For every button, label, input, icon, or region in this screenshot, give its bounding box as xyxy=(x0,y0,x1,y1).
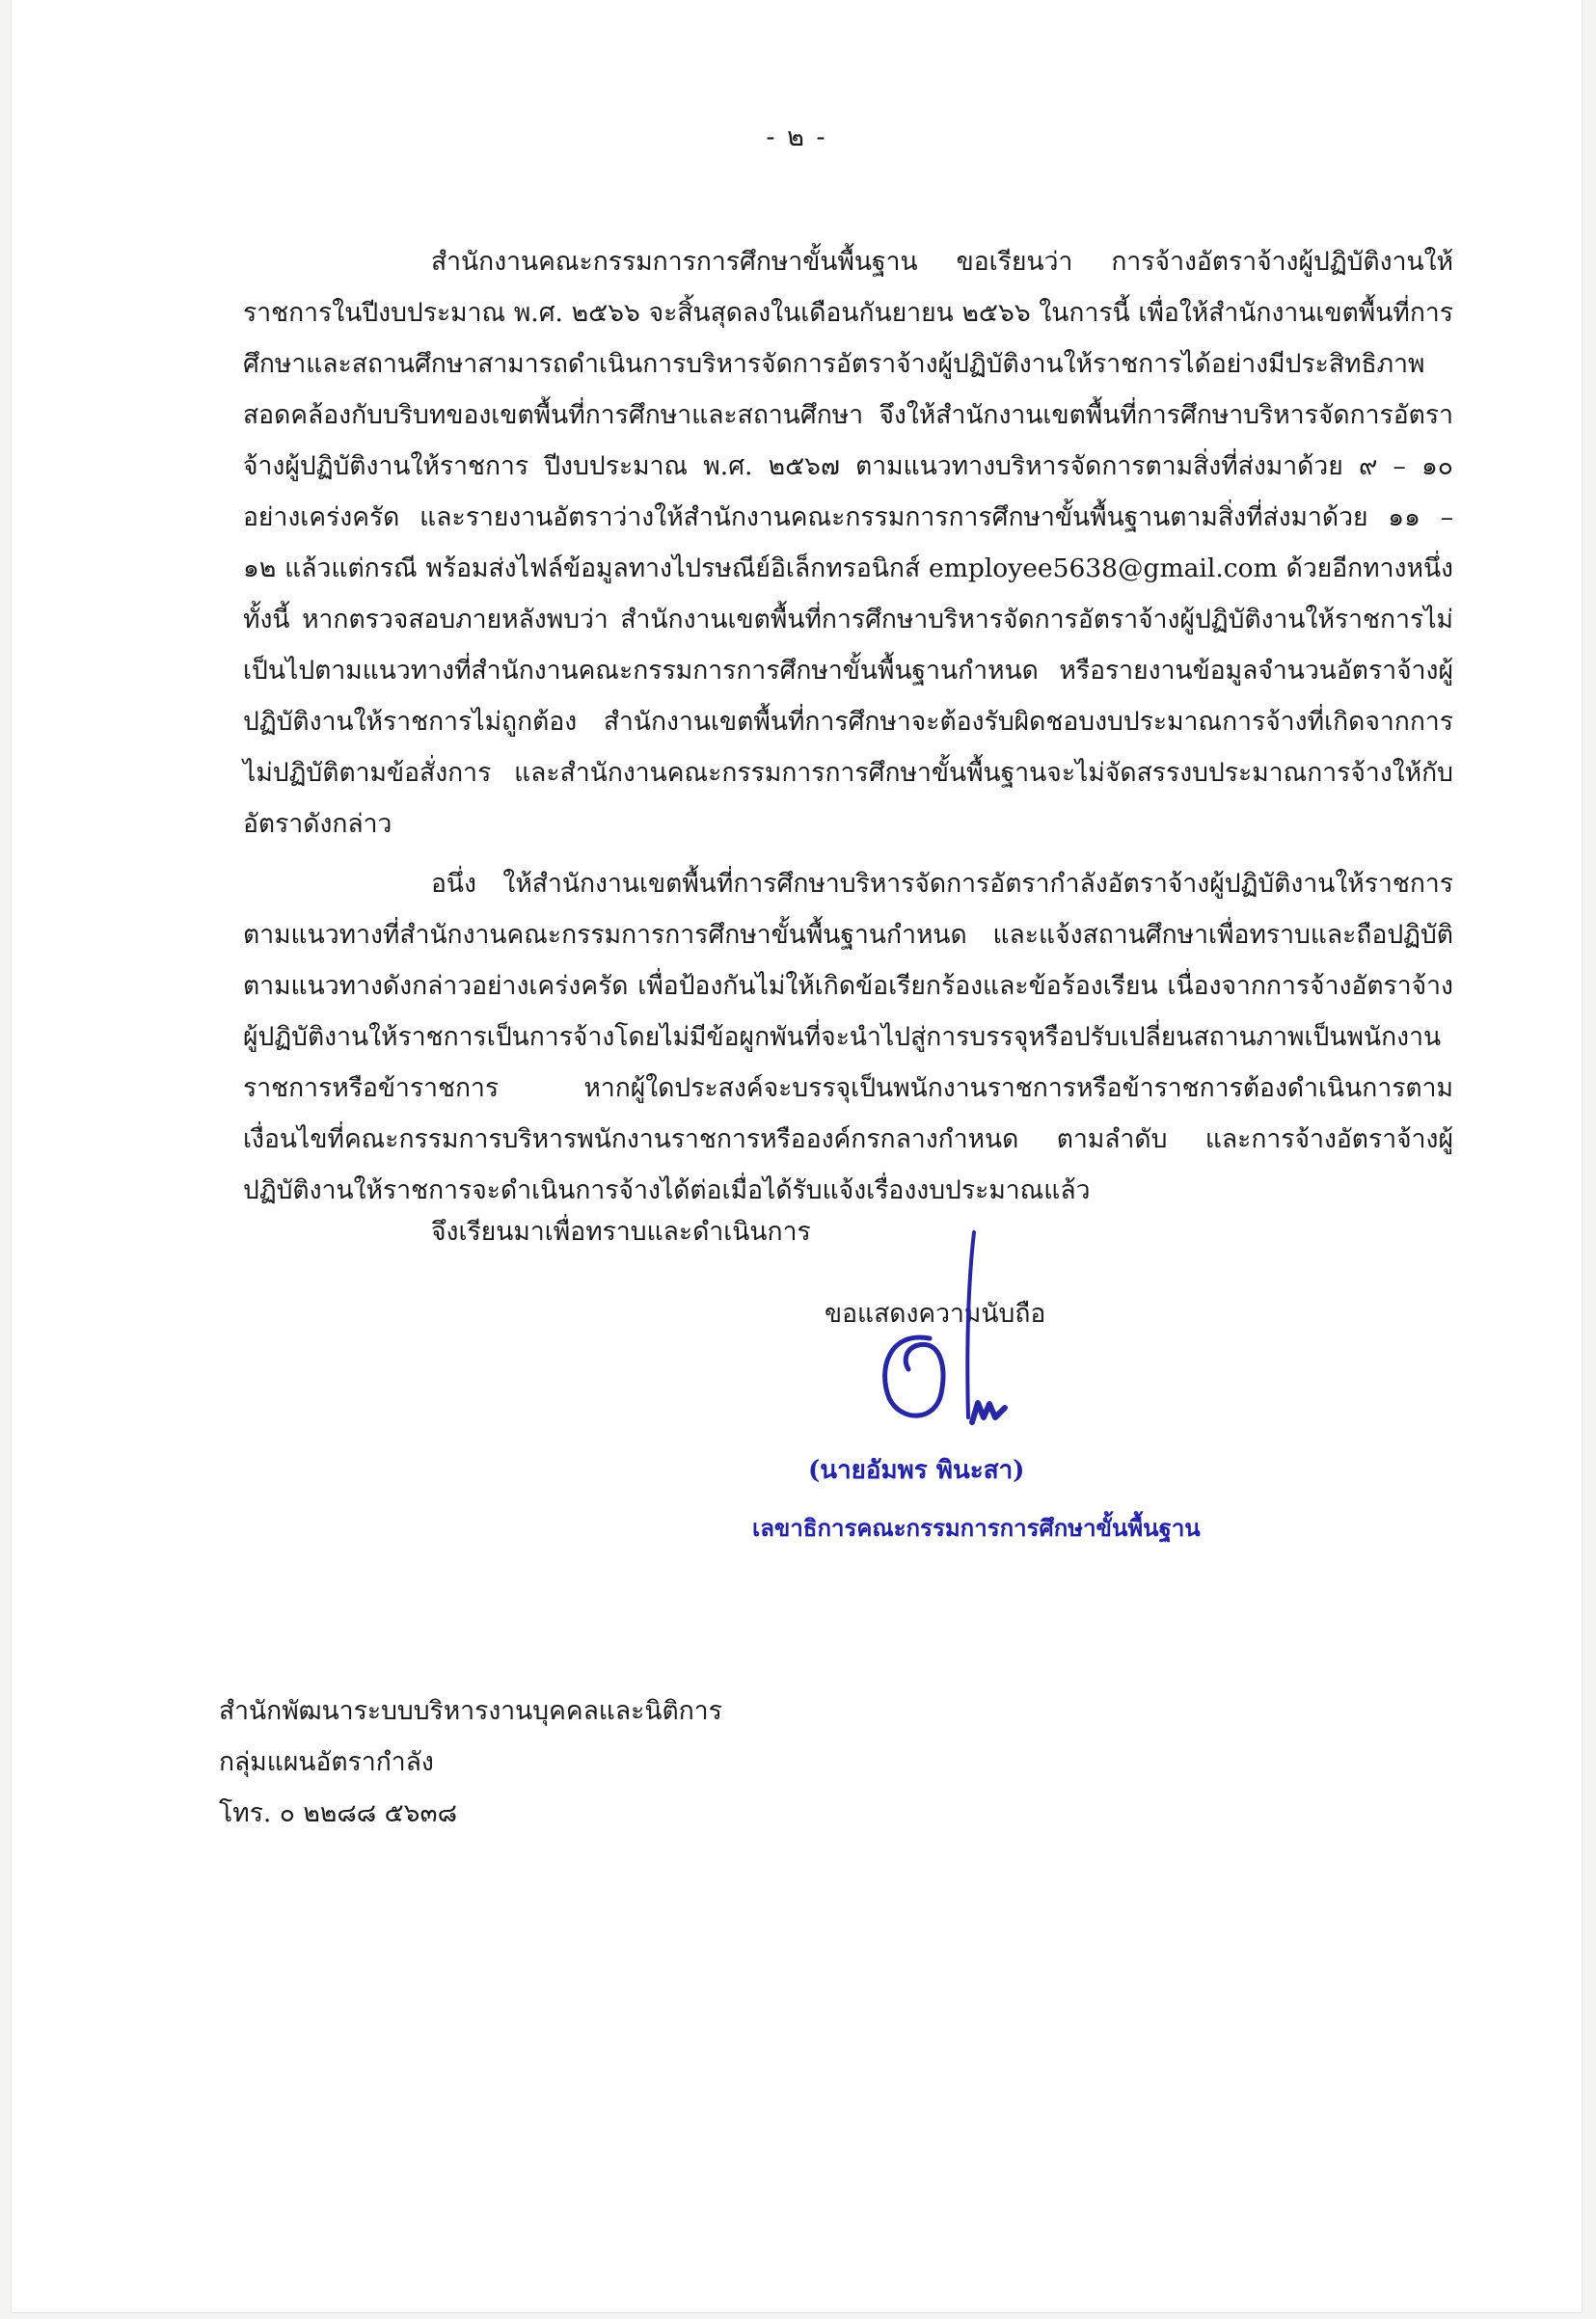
signer-name: (นายอัมพร พินะสา) xyxy=(808,1456,1025,1485)
footer-office: สำนักพัฒนาระบบบริหารงานบุคคลและนิติการ xyxy=(219,1696,722,1726)
footer-group: กลุ่มแผนอัตรากำลัง xyxy=(219,1747,434,1777)
paragraph-1: สำนักงานคณะกรรมการการศึกษาขั้นพื้นฐาน ขอเรียนว่า การจ้างอัตราจ้างผู้ปฏิบัติงานให้ราชการในปีงบประมาณ พ.ศ. ๒๕๖๖ จะสิ้นสุดลงในเดือนกันยายน ๒๕๖๖ ในการนี้ เพื่อให้สำนักงานเขตพื้นที่การศึกษาและสถานศึกษาสามารถดำเนินการบริหารจัดการอัตราจ้างผู้ปฏิบัติงานให้ราชการได้อย่างมีประสิทธิภาพ สอดคล้องกับบริบทของเขตพื้นที่การศึกษาและสถานศึกษา จึงให้สำนักงานเขตพื้นที่การศึกษาบริหารจัดการอัตราจ้างผู้ปฏิบัติงานให้ราชการ ปีงบประมาณ พ.ศ. ๒๕๖๗ ตามแนวทางบริหารจัดการตามสิ่งที่ส่งมาด้วย ๙ – ๑๐ อย่างเคร่งครัด และรายงานอัตราว่างให้สำนักงานคณะกรรมการการศึกษาขั้นพื้นฐานตามสิ่งที่ส่งมาด้วย ๑๑ – ๑๒ แล้วแต่กรณี พร้อมส่งไฟล์ข้อมูลทางไปรษณีย์อิเล็กทรอนิกส์ employee5638@gmail.com ด้วยอีกทางหนึ่ง ทั้งนี้ หากตรวจสอบภายหลังพบว่า สำนักงานเขตพื้นที่การศึกษาบริหารจัดการอัตราจ้างผู้ปฏิบัติงานให้ราชการไม่เป็นไปตามแนวทางที่สำนักงานคณะกรรมการการศึกษาขั้นพื้นฐานกำหนด หรือรายงานข้อมูลจำนวนอัตราจ้างผู้ปฏิบัติงานให้ราชการไม่ถูกต้อง สำนักงานเขตพื้นที่การศึกษาจะต้องรับผิดชอบงบประมาณการจ้างที่เกิดจากการไม่ปฏิบัติตามข้อสั่งการ และสำนักงานคณะกรรมการการศึกษาขั้นพื้นฐานจะไม่จัดสรรงบประมาณการจ้างให้กับอัตราดังกล่าว xyxy=(243,247,1453,839)
letter-body xyxy=(243,236,1453,1216)
regards-line: ขอแสดงความนับถือ xyxy=(825,1299,1046,1329)
handwritten-signature xyxy=(860,1225,1043,1456)
closing-line: จึงเรียนมาเพื่อทราบและดำเนินการ xyxy=(431,1217,811,1247)
paragraph-2: อนึ่ง ให้สำนักงานเขตพื้นที่การศึกษาบริหารจัดการอัตรากำลังอัตราจ้างผู้ปฏิบัติงานให้ราชการตามแนวทางที่สำนักงานคณะกรรมการการศึกษาขั้นพื้นฐานกำหนด และแจ้งสถานศึกษาเพื่อทราบและถือปฏิบัติตามแนวทางดังกล่าวอย่างเคร่งครัด เพื่อป้องกันไม่ให้เกิดข้อเรียกร้องและข้อร้องเรียน เนื่องจากการจ้างอัตราจ้างผู้ปฏิบัติงานให้ราชการเป็นการจ้างโดยไม่มีข้อผูกพันที่จะนำไปสู่การบรรจุหรือปรับเปลี่ยนสถานภาพเป็นพนักงานราชการหรือข้าราชการ หากผู้ใดประสงค์จะบรรจุเป็นพนักงานราชการหรือข้าราชการต้องดำเนินการตามเงื่อนไขที่คณะกรรมการบริหารพนักงานราชการหรือองค์กรกลางกำหนด ตามลำดับ และการจ้างอัตราจ้างผู้ปฏิบัติงานให้ราชการจะดำเนินการจ้างได้ต่อเมื่อได้รับแจ้งเรื่องงบประมาณแล้ว xyxy=(243,869,1453,1205)
signer-title: เลขาธิการคณะกรรมการการศึกษาขั้นพื้นฐาน xyxy=(752,1514,1201,1542)
page-number: - ๒ - xyxy=(766,122,827,152)
footer-contact xyxy=(219,1685,722,1839)
footer-phone: โทร. ๐ ๒๒๘๘ ๕๖๓๘ xyxy=(219,1798,458,1828)
document-page xyxy=(12,0,1582,2312)
